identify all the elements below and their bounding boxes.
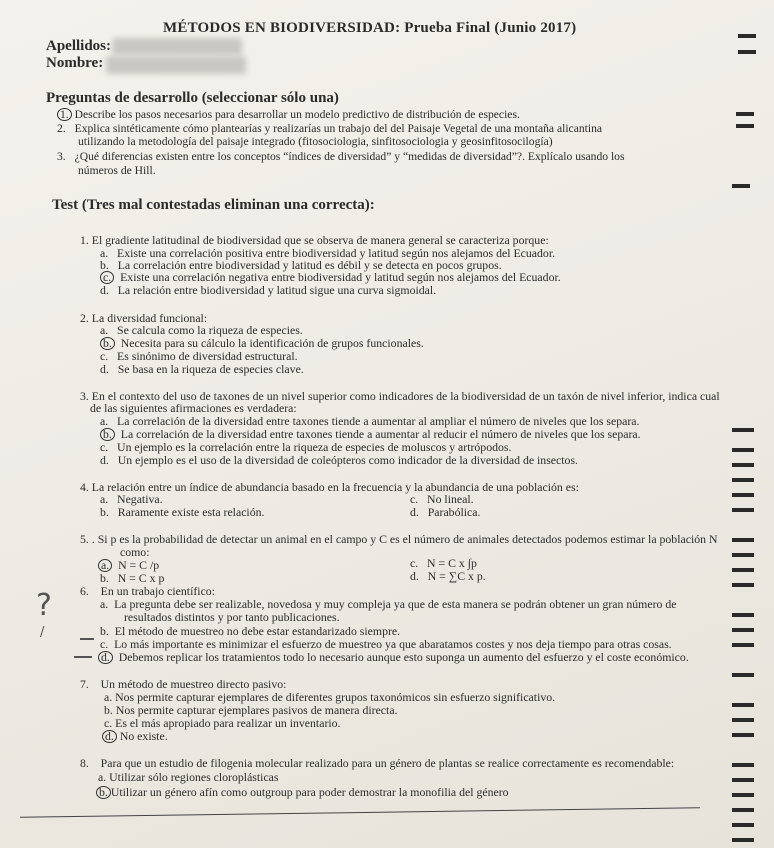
binder-mark — [732, 553, 754, 557]
question-text: En un trabajo científico: — [100, 584, 215, 598]
q3-stem: 3. En el contexto del uso de taxones de un nivel superior como indicadores de la biodiversidad de un taxón de nivel inferior, indica cual — [80, 389, 720, 403]
question-number: 6. — [80, 584, 89, 598]
binder-mark — [732, 823, 754, 827]
dev-item-1-text: Describe los pasos necesarios para desarrollar un modelo predictivo de distribución de especies. — [74, 108, 520, 121]
option-letter: b. — [100, 571, 109, 585]
option-text: Parabólica. — [427, 505, 481, 519]
option-letter: a. — [100, 246, 109, 260]
binder-mark — [738, 50, 756, 54]
option-text: La correlación entre biodiversidad y latitud es débil y se detecta en pocos grupos. — [117, 258, 502, 272]
q1-stem: 1. El gradiente latitudinal de biodiversidad que se observa de manera general se caracteriza porque: — [80, 233, 549, 247]
q8-stem — [80, 756, 674, 771]
option-letter-circled: a. — [98, 559, 112, 572]
q1-option-d — [100, 283, 436, 298]
option-letter: a. — [100, 597, 109, 611]
option-letter-circled: c. — [100, 271, 114, 284]
option-letter: a. — [100, 492, 109, 506]
question-text: Un método de muestreo directo pasivo: — [100, 677, 287, 691]
option-text: Lo más importante es minimizar el esfuerzo de muestreo ya que abaratamos costes y nos deja tiempo para otras cosas. — [114, 637, 672, 651]
q4-option-d — [410, 505, 480, 520]
binder-mark — [732, 184, 750, 188]
dev-item-2-number: 2. — [57, 122, 66, 135]
q3-option-d — [100, 453, 578, 468]
dev-item-2 — [57, 122, 602, 135]
binder-mark — [732, 463, 754, 467]
binder-mark — [736, 124, 754, 128]
option-text: Se basa en la riqueza de especies clave. — [117, 362, 304, 376]
binder-mark — [732, 808, 754, 812]
dev-item-3-cont: números de Hill. — [78, 164, 156, 177]
option-letter: d. — [100, 283, 109, 297]
q2-option-d — [100, 362, 304, 377]
option-text: N = C x ∫p — [427, 556, 477, 570]
option-text: Utilizar sólo regiones cloroplásticas — [109, 770, 279, 784]
nombre-label: Nombre: — [46, 55, 104, 71]
option-text: Negativa. — [117, 492, 163, 506]
q5-stem-cont: como: — [120, 545, 150, 559]
binder-mark — [732, 568, 754, 572]
binder-mark — [736, 112, 754, 116]
option-letter: b. — [100, 258, 109, 272]
binder-mark — [732, 493, 754, 497]
q6-option-d — [98, 650, 689, 665]
binder-mark — [732, 793, 754, 797]
option-text: Se calcula como la riqueza de especies. — [117, 323, 303, 337]
option-text: Existe una correlación negativa entre biodiversidad y latitud según nos alejamos del Ecuador. — [120, 270, 561, 284]
option-text: Utilizar un género afín como outgroup para poder demostrar la monofilia del género — [110, 785, 509, 799]
option-text: Nos permite capturar ejemplares pasivos de manera directa. — [115, 703, 398, 717]
option-letter: c. — [410, 556, 419, 570]
handwritten-slash: / — [40, 625, 45, 640]
handwritten-dash — [74, 656, 92, 658]
q4-stem: 4. La relación entre un índice de abundancia basado en la frecuencia y la abundancia de una población es: — [80, 480, 579, 494]
q3-stem-cont: de las siguientes afirmaciones es verdadera: — [90, 401, 297, 415]
bottom-fold-line — [20, 807, 700, 818]
option-letter-circled: b. — [96, 786, 111, 799]
binder-mark — [732, 838, 754, 842]
question-text: Para que un estudio de filogenia molecular realizado para un género de plantas se realice correctamente es recomendable: — [100, 756, 675, 770]
q8-option-a — [98, 770, 279, 785]
option-letter: a. — [104, 690, 113, 704]
dev-item-1 — [57, 108, 520, 121]
dev-item-3-number: 3. — [57, 150, 66, 163]
binder-mark — [732, 478, 754, 482]
option-text: No existe. — [119, 729, 168, 743]
binder-mark — [732, 628, 754, 632]
binder-mark — [732, 763, 754, 767]
apellidos-label: Apellidos: — [46, 38, 112, 54]
option-text: La relación entre biodiversidad y latitud sigue una curva sigmoidal. — [117, 283, 437, 297]
binder-mark — [732, 718, 754, 722]
option-text: La correlación de la diversidad entre taxones tiende a aumentar al ampliar el número de niveles que los separa. — [117, 414, 640, 428]
binder-mark — [732, 613, 754, 617]
binder-mark — [732, 733, 754, 737]
binder-mark — [732, 538, 754, 542]
binder-mark — [738, 34, 756, 38]
option-letter: b. — [104, 703, 113, 717]
development-heading: Preguntas de desarrollo (seleccionar sólo una) — [46, 90, 339, 106]
binder-mark — [732, 703, 754, 707]
option-text: Existe una correlación positiva entre biodiversidad y latitud según nos alejamos del Ecuador. — [117, 246, 556, 260]
option-text: Necesita para su cálculo la identificación de grupos funcionales. — [120, 336, 424, 350]
dev-item-3-text: ¿Qué diferencias existen entre los conceptos “índices de diversidad” y “medidas de diversidad”?. Explícalo usando los — [74, 150, 625, 163]
option-letter: d. — [410, 569, 419, 583]
binder-mark — [732, 448, 754, 452]
dev-item-2-cont: utilizando la metodología del paisaje integrado (fitosociologia, sinfitosociologia y geosinfitosocilogía) — [78, 135, 553, 148]
question-number: 7. — [80, 677, 89, 691]
option-letter-circled: b. — [100, 428, 115, 441]
option-text: Debemos replicar los tratamientos todo lo necesario aunque esto suponga un aumento del esfuerzo y el coste económico. — [118, 650, 689, 664]
option-text: Un ejemplo es la correlación entre la riqueza de especies de moluscos y artrópodos. — [117, 440, 512, 454]
option-letter: a. — [100, 323, 109, 337]
q7-option-d — [102, 729, 168, 744]
option-text: La correlación de la diversidad entre taxones tiende a aumentar al reducir el número de niveles que los separa. — [120, 427, 641, 441]
option-text: Raramente existe esta relación. — [117, 505, 265, 519]
option-text: Es sinónimo de diversidad estructural. — [117, 349, 298, 363]
option-letter: d. — [100, 362, 109, 376]
binder-mark — [732, 673, 754, 677]
q4-option-b — [100, 505, 264, 520]
exam-title: MÉTODOS EN BIODIVERSIDAD: Prueba Final (Junio 2017) — [163, 20, 577, 36]
option-letter: c. — [100, 440, 109, 454]
binder-mark — [732, 508, 754, 512]
option-letter: d. — [100, 453, 109, 467]
option-text: El método de muestreo no debe estar estandarizado siempre. — [114, 624, 401, 638]
option-letter: d. — [410, 505, 419, 519]
option-letter: a. — [100, 414, 109, 428]
option-text: Nos permite capturar ejemplares de diferentes grupos taxonómicos sin esfuerzo significativo. — [115, 690, 556, 704]
redacted-name — [106, 56, 246, 74]
dev-item-1-number: 1. — [57, 108, 72, 121]
handwritten-question-mark: ? — [36, 588, 52, 623]
option-letter: b. — [100, 505, 109, 519]
option-text: N = ∑C x p. — [427, 569, 486, 583]
option-letter-circled: b. — [100, 337, 115, 350]
test-heading: Test (Tres mal contestadas eliminan una correcta): — [52, 197, 375, 213]
option-letter: c. — [100, 637, 109, 651]
handwritten-dash — [80, 638, 94, 640]
option-letter: b. — [100, 624, 109, 638]
binder-mark — [732, 778, 754, 782]
q2-stem: 2. La diversidad funcional: — [80, 311, 208, 325]
binder-mark — [732, 583, 754, 587]
option-letter: c. — [100, 349, 109, 363]
q6-option-a-cont: resultados distintos y por tanto publicaciones. — [124, 610, 340, 624]
dev-item-2-text: Explica sintéticamente cómo plantearías y realizarías un trabajo del del Paisaje Vegetal de una montaña alicantina — [74, 122, 603, 135]
option-letter: c. — [104, 716, 113, 730]
q8-option-b — [96, 785, 509, 800]
dev-item-3 — [57, 150, 624, 163]
option-text: No lineal. — [427, 492, 474, 506]
option-text: N = C /p — [118, 558, 160, 572]
option-text: N = C x p — [117, 571, 165, 585]
option-letter: c. — [410, 492, 419, 506]
q5-stem: 5. . Si p es la probabilidad de detectar un animal en el campo y C es el número de animales detectados podemos estimar la población N — [80, 532, 718, 546]
option-letter-circled: d. — [102, 730, 117, 743]
binder-mark — [732, 428, 754, 432]
option-text: La pregunta debe ser realizable, novedosa y muy compleja ya que de esta manera se podrán obtener un gran número de — [114, 597, 677, 611]
option-text: Es el más apropiado para realizar un inventario. — [115, 716, 341, 730]
redacted-surname — [112, 38, 242, 55]
option-letter-circled: d. — [98, 651, 113, 664]
option-text: Un ejemplo es el uso de la diversidad de coleópteros como indicador de la diversidad de insectos. — [117, 453, 578, 467]
q5-option-d — [410, 569, 486, 584]
question-number: 8. — [80, 756, 89, 770]
binder-mark — [732, 643, 754, 647]
option-letter: a. — [98, 770, 107, 784]
